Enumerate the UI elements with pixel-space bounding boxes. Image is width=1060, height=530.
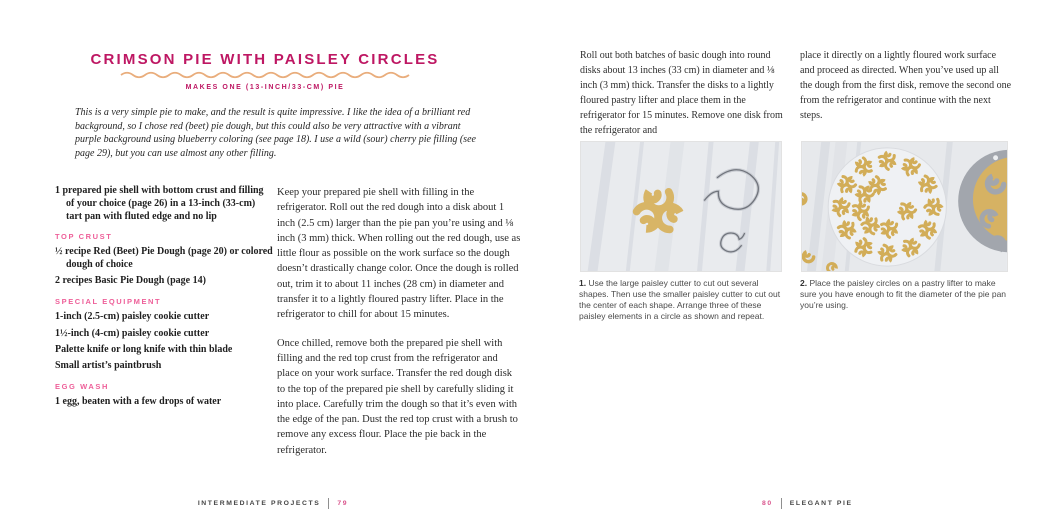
page-number: 79 [337, 500, 349, 507]
photo-caption-2 [800, 278, 1014, 311]
ingredient-item: 1 prepared pie shell with bottom crust and filling of your choice (page 26) in a 13-inch (33-cm) tart pan with fluted edge and no lip [55, 185, 264, 222]
ingredient-heading: SPECIAL EQUIPMENT [55, 297, 162, 307]
footer-right [762, 498, 853, 509]
method-column [277, 185, 521, 458]
ingredient-item: 2 recipes Basic Pie Dough (page 14) [55, 275, 206, 287]
ingredient-item: Small artist’s paintbrush [55, 360, 162, 372]
footer-left [158, 498, 388, 509]
recipe-intro: This is a very simple pie to make, and the result is quite impressive. I like the idea of a brilliant red background, so I chose red (beet) pie dough, but this could also be very attractive with a vibrant purple background using blueberry coloring (see page 18). I use a wild (sour) cherry pie filling (see page 29), but you can use almost any other filling. [75, 107, 476, 159]
caption-number: 2. [800, 278, 808, 288]
photo-step1-paisley-cutouts [580, 141, 782, 272]
footer-divider [781, 498, 782, 509]
ingredient-list [55, 185, 273, 412]
recipe-yield: MAKES ONE (13-INCH/33-CM) PIE [185, 83, 345, 91]
ingredient-item: 1-inch (2.5-cm) paisley cookie cutter [55, 311, 210, 323]
ingredient-item: ½ recipe Red (Beet) Pie Dough (page 20) or colored dough of choice [55, 246, 273, 271]
ingredient-heading: EGG WASH [55, 381, 110, 391]
ingredient-item: 1½-inch (4-cm) paisley cookie cutter [55, 327, 210, 339]
caption-number: 1. [579, 278, 587, 288]
photo-step2-paisley-circles-on-lifter [801, 141, 1008, 272]
footer-section-label: INTERMEDIATE PROJECTS [197, 500, 321, 507]
ingredient-item: Palette knife or long knife with thin blade [55, 343, 233, 355]
page-number: 80 [762, 500, 773, 507]
footer-divider [328, 498, 329, 509]
wavy-divider [119, 71, 411, 79]
ingredient-item: 1 egg, beaten with a few drops of water [55, 395, 222, 407]
caption-text: Use the large paisley cutter to cut out several shapes. Then use the smaller paisley cutter to cut out the center of each shape. Arrange three of these paisley elements in a circle as shown and repeat. [579, 278, 781, 321]
ingredient-heading: TOP CRUST [55, 232, 113, 242]
method-column-continued: Roll out both batches of basic dough into round disks about 13 inches (33 cm) in diameter and ⅛ inch (3 mm) thick. Transfer the disks to a lightly floured pastry lifter and place them in the refrigerator for 15 minutes. Remove one disk from the refrigerator and [580, 50, 783, 136]
footer-section-label: ELEGANT PIE [789, 500, 853, 507]
caption-text: Place the paisley circles on a pastry lifter to make sure you have enough to fit the diameter of the pie pan you’re using. [800, 278, 1007, 310]
method-paragraph: Keep your prepared pie shell with filling in the refrigerator. Roll out the red dough into a disk about 1 inch (2.5 cm) larger than the pie pan you’re using and ⅛ inch (3 mm) thick. When rolling out the red dough, use as little flour as possible on the work surface so the dough doesn’t drastically change color. Once the dough is rolled out, trim it to about 11 inches (28 cm) in diameter and transfer it to a lightly floured pastry lifter. Place in the refrigerator to chill for about 15 minutes. [277, 187, 521, 321]
method-paragraph: Once chilled, remove both the prepared pie shell with filling and the red top crust from the refrigerator and place on your work surface. Transfer the red dough disk to the top of the prepared pie shell by carefully sliding it into place. Carefully trim the dough so that it’s even with the edge of the pan. Dust the red top crust with a brush to remove any excess flour. Place the pie back in the refrigerator. [277, 337, 518, 456]
recipe-header [35, 52, 495, 91]
method-column-continued: place it directly on a lightly floured work surface and proceed as directed. When you’ve used up all the dough from the first disk, remove the second one from the refrigerator and continue with the next steps. [800, 50, 1012, 121]
recipe-title: CRIMSON PIE WITH PAISLEY CIRCLES [90, 51, 440, 68]
photo-caption-1 [579, 278, 789, 322]
